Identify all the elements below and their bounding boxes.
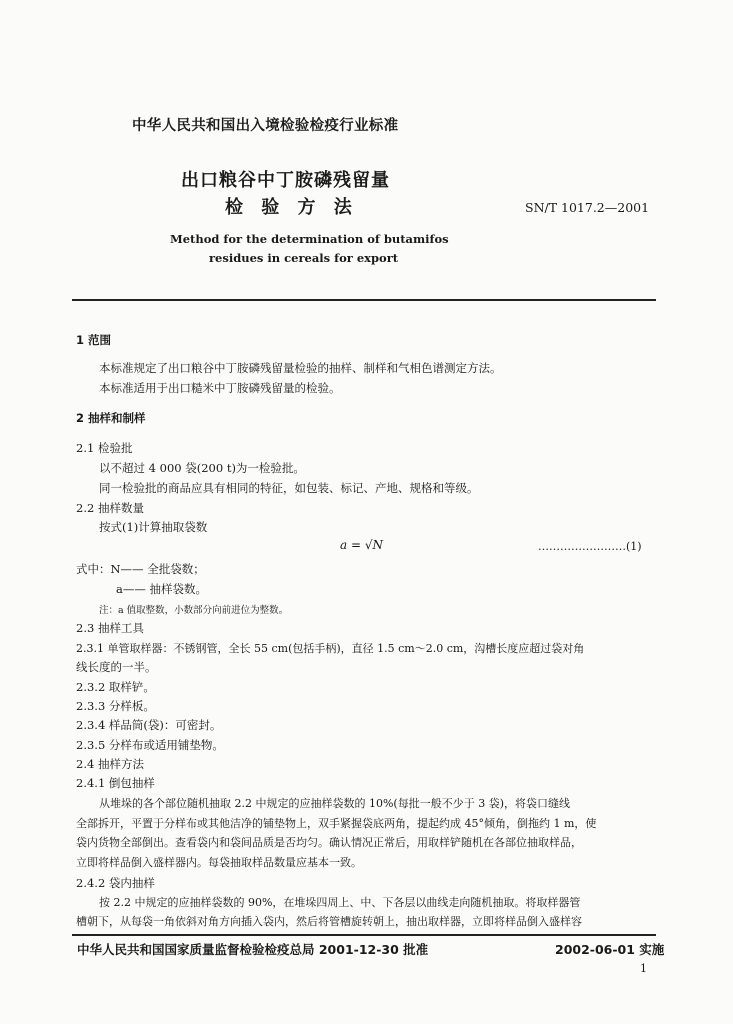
section-2-3-2: 2.3.2 取样铲。: [76, 680, 155, 694]
formula-1: a = √N: [340, 538, 383, 552]
formula-note: 注：a 值取整数，小数部分向前进位为整数。: [99, 605, 289, 616]
page-number: 1: [640, 962, 647, 975]
section-1-paragraph-1: 本标准规定了出口粮谷中丁胺磷残留量检验的抽样、制样和气相色谱测定方法。: [99, 361, 502, 375]
section-2-3-heading: 2.3 抽样工具: [76, 621, 144, 635]
title-cn-line1: 出口粮谷中丁胺磷残留量: [181, 170, 390, 191]
section-2-4-1-heading: 2.4.1 倒包抽样: [76, 776, 155, 790]
section-2-1-paragraph-1: 以不超过 4 000 袋(200 t)为一检验批。: [99, 461, 305, 475]
section-2-4-2-heading: 2.4.2 袋内抽样: [76, 876, 155, 890]
section-2-3-5: 2.3.5 分样布或适用铺垫物。: [76, 738, 224, 752]
section-2-3-1-line2: 线长度的一半。: [76, 660, 157, 674]
title-en-line1: Method for the determination of butamifos: [170, 232, 449, 246]
section-2-4-2-line2: 槽朝下，从每袋一角依斜对角方向插入袋内，然后将管槽旋转朝上，抽出取样器，立即将样品倒入盛样容: [76, 915, 582, 928]
standard-number: SN/T 1017.2—2001: [525, 200, 650, 215]
section-2-4-1-line4: 立即将样品倒入盛样器内。每袋抽取样品数量应基本一致。: [76, 856, 362, 869]
section-1-paragraph-2: 本标准适用于出口糙米中丁胺磷残留量的检验。: [99, 381, 341, 395]
section-1-heading: 1 范围: [76, 333, 112, 347]
section-2-3-3: 2.3.3 分样板。: [76, 699, 155, 713]
section-2-4-1-line1: 从堆垛的各个部位随机抽取 2.2 中规定的应抽样袋数的 10%(每批一般不少于 3 袋)，将袋口缝线: [99, 797, 571, 810]
approval-statement: 中华人民共和国国家质量监督检验检疫总局 2001-12-30 批准: [77, 942, 429, 957]
section-2-4-2-line1: 按 2.2 中规定的应抽样袋数的 90%，在堆垛四周上、中、下各层以曲线走向随机抽取。将取样器管: [99, 896, 581, 909]
section-2-2-paragraph: 按式(1)计算抽取袋数: [99, 520, 208, 534]
section-2-4-1-line2: 全部拆开，平置于分样布或其他洁净的铺垫物上，双手紧握袋底两角，提起约成 45°倾角，倒拖约 1 m，使: [76, 817, 597, 830]
section-2-3-1-line1: 2.3.1 单管取样器：不锈钢管，全长 55 cm(包括手柄)，直径 1.5 cm～2.0 cm，沟槽长度应超过袋对角: [76, 642, 585, 655]
formula-1-number: ……………………(1): [538, 540, 642, 553]
formula-where-line1: 式中：N—— 全批袋数；: [76, 562, 205, 576]
title-cn-line2: 检 验 方 法: [225, 197, 358, 218]
section-2-heading: 2 抽样和制样: [76, 411, 146, 425]
section-2-3-4: 2.3.4 样品筒(袋)：可密封。: [76, 718, 222, 732]
formula-where-line2: a—— 抽样袋数。: [116, 582, 208, 596]
section-2-2-heading: 2.2 抽样数量: [76, 501, 144, 515]
title-en-line2: residues in cereals for export: [209, 251, 399, 265]
section-2-4-heading: 2.4 抽样方法: [76, 757, 144, 771]
issuing-organization: 中华人民共和国出入境检验检疫行业标准: [132, 118, 399, 134]
footer-divider: [72, 934, 656, 936]
implementation-date: 2002-06-01 实施: [555, 942, 665, 957]
section-2-4-1-line3: 袋内货物全部倒出。查看袋内和袋间品质是否均匀。确认情况正常后，用取样铲随机在各部位抽取样品，: [76, 836, 582, 849]
section-2-1-heading: 2.1 检验批: [76, 441, 133, 455]
section-2-1-paragraph-2: 同一检验批的商品应具有相同的特征，如包装、标记、产地、规格和等级。: [99, 481, 479, 495]
header-divider: [72, 299, 656, 301]
